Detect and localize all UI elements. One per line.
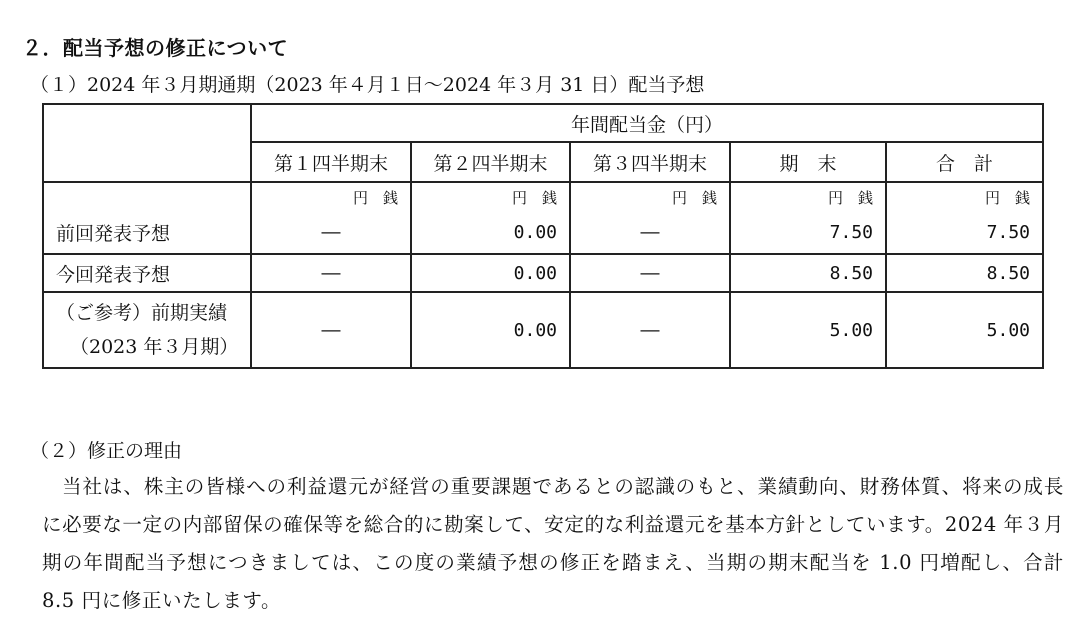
- value-cell: 0.00: [411, 254, 570, 292]
- value-cell: 0.00: [411, 292, 570, 368]
- row-label: [43, 292, 251, 368]
- reason-title: （２）修正の理由: [30, 440, 183, 462]
- value-cell: 5.00: [730, 292, 886, 368]
- row-label-sub: （2023 年３月期）: [70, 336, 239, 358]
- value-cell: ―: [251, 292, 411, 368]
- column-header-q2: 第２四半期末: [411, 142, 570, 182]
- table-row-prior-year-actual: [43, 292, 1043, 368]
- table-row-current-forecast: [43, 254, 1043, 292]
- row-label: 今回発表予想: [43, 254, 251, 292]
- dividend-forecast-subheading: （１）2024 年３月期通期（2023 年４月１日～2024 年３月 31 日）配当予想: [30, 74, 705, 96]
- row-label-main: （ご参考）前期実績: [56, 302, 228, 324]
- value-cell: ―: [570, 211, 730, 254]
- value-cell: ―: [570, 292, 730, 368]
- column-header-year-end: 期 末: [730, 142, 886, 182]
- unit-row: [43, 182, 1043, 211]
- column-header-q3: 第３四半期末: [570, 142, 730, 182]
- table-row-previous-forecast: [43, 211, 1043, 254]
- section-heading: ２．配当予想の修正について: [22, 36, 289, 60]
- reason-paragraph: 当社は、株主の皆様への利益還元が経営の重要課題であるとの認識のもと、業績動向、財務体質、将来の成長に必要な一定の内部留保の確保等を総合的に勘案して、安定的な利益還元を基本方針としています。2024 年３月期の年間配当予想につきましては、この度の業績予想の修正を踏まえ、当期の期末配当を 1.0 円増配し、合計 8.5 円に修正いたします。: [42, 475, 1064, 612]
- value-cell: 7.50: [886, 211, 1043, 254]
- unit-label: 円 銭: [730, 182, 886, 211]
- header-blank-cell: [43, 104, 251, 182]
- row-label: 前回発表予想: [43, 211, 251, 254]
- value-cell: ―: [570, 254, 730, 292]
- unit-label-blank: [43, 182, 251, 211]
- value-cell: 0.00: [411, 211, 570, 254]
- table-header-row: [43, 104, 1043, 142]
- value-cell: 7.50: [730, 211, 886, 254]
- unit-label: 円 銭: [411, 182, 570, 211]
- column-header-total: 合 計: [886, 142, 1043, 182]
- dividend-table: [42, 103, 1044, 369]
- column-header-q1: 第１四半期末: [251, 142, 411, 182]
- unit-label: 円 銭: [886, 182, 1043, 211]
- value-cell: 8.50: [886, 254, 1043, 292]
- value-cell: 8.50: [730, 254, 886, 292]
- annual-dividend-header: 年間配当金（円）: [251, 104, 1043, 142]
- unit-label: 円 銭: [570, 182, 730, 211]
- value-cell: ―: [251, 211, 411, 254]
- value-cell: 5.00: [886, 292, 1043, 368]
- unit-label: 円 銭: [251, 182, 411, 211]
- value-cell: ―: [251, 254, 411, 292]
